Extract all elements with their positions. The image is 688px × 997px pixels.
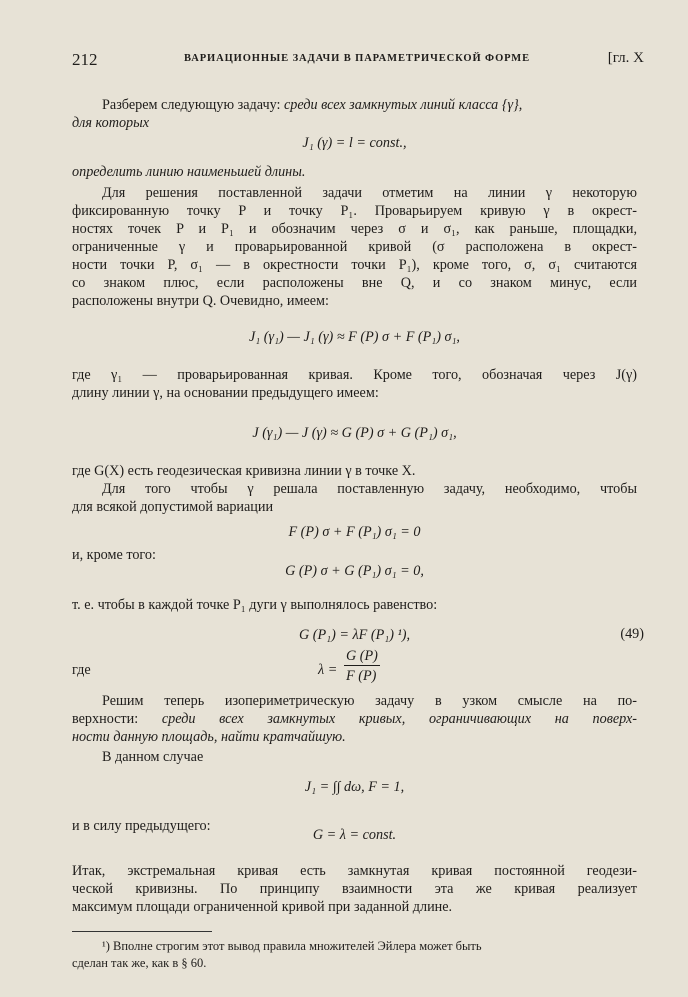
equation-number: (49) — [620, 626, 644, 642]
text-line: Итак, экстремальная кривая есть замкнутая кривая постоянной геодези- — [72, 863, 637, 879]
text-line: верхности: среди всех замкнутых кривых, ограничивающих на поверх- — [72, 711, 637, 727]
page-number: 212 — [72, 50, 98, 69]
equation: J (γ₁) — J (γ) ≈ G (P) σ + G (P₁) σ₁, — [252, 425, 457, 441]
text-line: ностях точек P и P₁ и обозначим через σ и σ₁, как раньше, площадки, — [72, 221, 637, 237]
book-page: 212 ВАРИАЦИОННЫЕ ЗАДАЧИ В ПАРАМЕТРИЧЕСКОЙ ФОРМЕ [гл. X Разберем следующую задачу: среди всех замкнутых линий класса {γ}, для которых J₁ (γ) = l = const., определить линию наименьшей длины. Для решения поставленной задачи отметим на линии γ некоторую фиксированную точку P и точку P₁. Проварьируем кривую γ в окрест- ностях точек P и P₁ и обозначим через σ и σ₁, как раньше, площадки, ограниченные γ и проварьированной кривой (σ расположена в окрест- ности точки P, σ₁ — в окрестности точки P₁), кроме того, σ, σ₁ считаются со знаком плюс, если расположены вне Q, и со знаком минус, если расположены внутри Q. Очевидно, имеем: J₁ (γ₁) — J₁ (γ) ≈ F (P) σ + F (P₁) σ₁, где γ₁ — проварьированная кривая. Кроме того, обозначая через J(γ) длину линии γ, на основании предыдущего имеем: J (γ₁) — J (γ) ≈ G (P) σ + G (P₁) σ₁, где G(X) есть геодезическая кривизна линии γ в точке X. Для того чтобы γ решала поставленную задачу, необходимо, чтобы для всякой допустимой вариации F (P) σ + F (P₁) σ₁ = 0 и, кроме того: G (P) σ + G (P₁) σ₁ = 0, т. е. чтобы в каждой точке P₁ дуги γ выполнялось равенство: G (P₁) = λF (P₁) ¹), (49) где λ = G (P) F (P) Решим теперь изопериметрическую задачу в узком смысле на по- верхности: среди всех замкнутых кривых, ограничивающих на поверх- ности данную площадь, найти кратчайшую. В данном случае J₁ = ∫∫ dω, F = 1, и в силу предыдущего: G = λ = const. Итак, экстремальная кривая есть замкнутая кривая постоянной геодези- ческой кривизны. По принципу взаимности эта же кривая реализует максимум площади ограниченной кривой при заданной длине. ¹) Вполне строгим этот вывод правила множителей Эйлера может быть сделан так же, как в § 60. — [72, 50, 644, 970]
text-line: где — [72, 662, 91, 678]
text-line: ности данную площадь, найти кратчайшую. — [72, 729, 346, 745]
text-line: где γ₁ — проварьированная кривая. Кроме того, обозначая через J(γ) — [72, 367, 637, 383]
text-line: определить линию наименьшей длины. — [72, 164, 306, 180]
text-line: ности точки P, σ₁ — в окрестности точки P₁), кроме того, σ, σ₁ считаются — [72, 257, 637, 273]
equation: G (P₁) = λF (P₁) ¹), — [299, 627, 410, 643]
footnote-rule — [72, 931, 212, 932]
text-line: и в силу предыдущего: — [72, 818, 211, 834]
equation: F (P) σ + F (P₁) σ₁ = 0 — [288, 524, 421, 540]
text-line: Решим теперь изопериметрическую задачу в узком смысле на по- — [102, 693, 637, 709]
text-line: максимум площади ограниченной кривой при заданной длине. — [72, 899, 453, 915]
text-line: Для того чтобы γ решала поставленную задачу, необходимо, чтобы — [102, 481, 637, 497]
text-line: фиксированную точку P и точку P₁. Проварьируем кривую γ в окрест- — [72, 203, 637, 219]
text-line: ограниченные γ и проварьированной кривой (σ расположена в окрест- — [72, 239, 637, 255]
running-title: ВАРИАЦИОННЫЕ ЗАДАЧИ В ПАРАМЕТРИЧЕСКОЙ ФОРМЕ — [184, 53, 530, 64]
text-line: со знаком плюс, если расположены вне Q, и со знаком минус, если — [72, 275, 637, 291]
equation: J₁ (γ) = l = const., — [302, 135, 407, 151]
text-line: для всякой допустимой вариации — [72, 499, 274, 515]
text-line: длину линии γ, на основании предыдущего имеем: — [72, 385, 379, 401]
text-line: для которых — [72, 115, 150, 131]
equation: G (P) σ + G (P₁) σ₁ = 0, — [285, 563, 424, 579]
footnote-line: сделан так же, как в § 60. — [72, 956, 207, 970]
text-line: Для решения поставленной задачи отметим на линии γ некоторую — [102, 185, 637, 201]
equation: J₁ = ∫∫ dω, F = 1, — [304, 779, 405, 795]
text-line: Разберем следующую задачу: среди всех замкнутых линий класса {γ}, — [102, 97, 523, 113]
text-line: и, кроме того: — [72, 547, 156, 563]
text-line: где G(X) есть геодезическая кривизна линии γ в точке X. — [72, 463, 416, 479]
chapter-marker: [гл. X — [607, 50, 644, 66]
text-line: расположены внутри Q. Очевидно, имеем: — [72, 293, 329, 309]
text-line: В данном случае — [102, 749, 204, 765]
text-line: т. е. чтобы в каждой точке P₁ дуги γ выполнялось равенство: — [72, 597, 438, 613]
text-line: ческой кривизны. По принципу взаимности эта же кривая реализует — [72, 881, 637, 897]
equation: G = λ = const. — [312, 827, 397, 843]
page-header — [72, 50, 644, 74]
equation: J₁ (γ₁) — J₁ (γ) ≈ F (P) σ + F (P₁) σ₁, — [249, 329, 460, 345]
footnote-line: ¹) Вполне строгим этот вывод правила множителей Эйлера может быть — [102, 939, 482, 953]
